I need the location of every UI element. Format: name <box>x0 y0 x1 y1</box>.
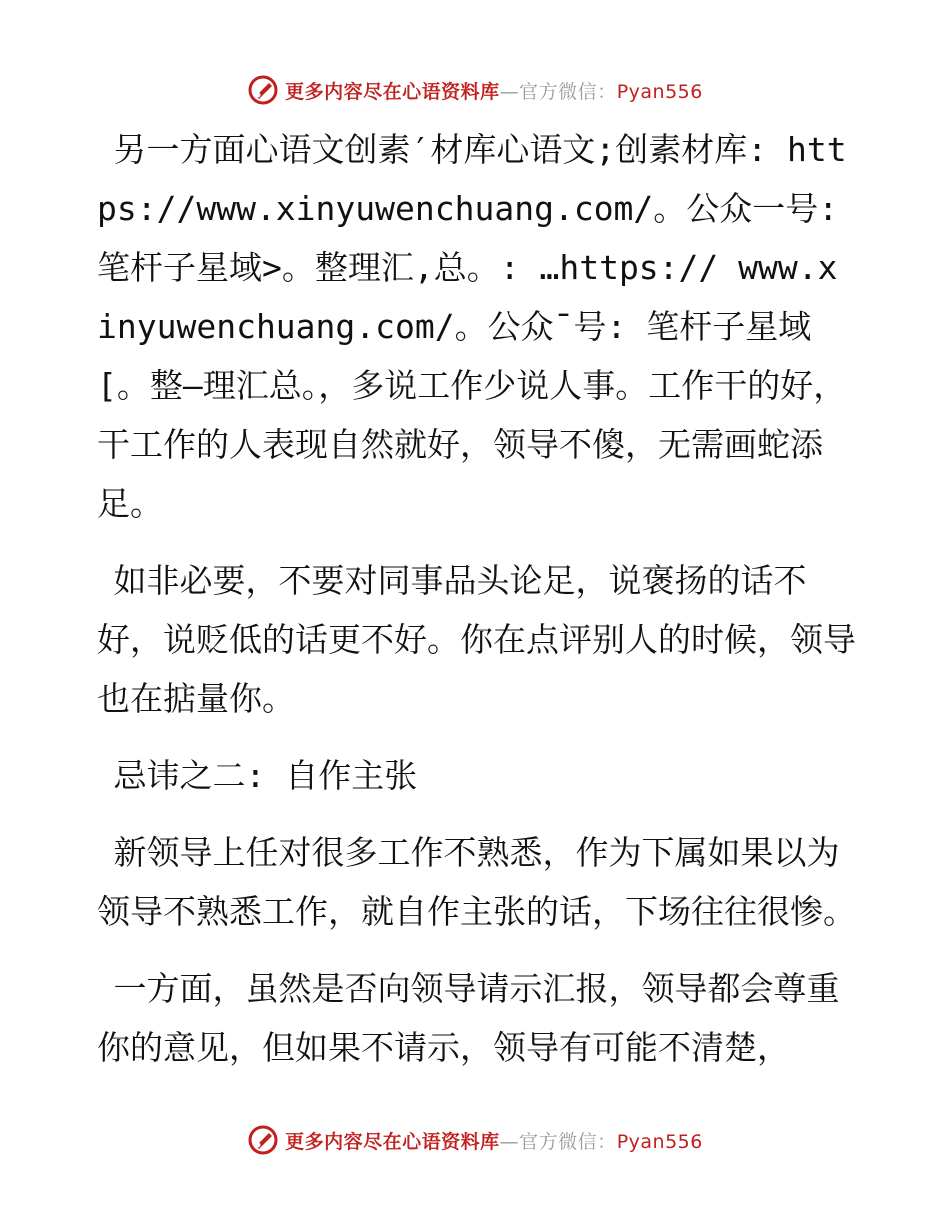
body-paragraph-3: 新领导上任对很多工作不熟悉，作为下属如果以为领导不熟悉工作，就自作主张的话，下场往往很惨。 <box>97 833 856 931</box>
footer-brand <box>247 1124 703 1156</box>
brand-logo-icon <box>247 74 279 106</box>
section-heading: 忌讳之二: 自作主张 <box>113 756 418 795</box>
header-brand-dash: — <box>499 80 520 103</box>
body-paragraph-2: 如非必要，不要对同事品头论足，说褒扬的话不好，说贬低的话更不好。你在点评别人的时候，领导也在掂量你。 <box>97 561 856 718</box>
page-header <box>0 70 950 110</box>
page-footer <box>0 1120 950 1160</box>
header-brand-id: Pyan556 <box>616 80 703 103</box>
header-brand-main: 更多内容尽在心语资料库 <box>285 80 500 103</box>
footer-brand-official: 官方微信： <box>519 1130 617 1153</box>
header-brand <box>247 74 703 106</box>
header-brand-official: 官方微信： <box>519 80 617 103</box>
body-paragraph-4: 一方面，虽然是否向领导请示汇报，领导都会尊重你的意见，但如果不请示，领导有可能不清楚， <box>97 969 840 1067</box>
footer-brand-main: 更多内容尽在心语资料库 <box>285 1130 500 1153</box>
brand-logo-icon <box>247 1124 279 1156</box>
footer-brand-id: Pyan556 <box>616 1130 703 1153</box>
document-body <box>97 120 857 1095</box>
body-paragraph-1: 另一方面心语文创素′材库心语文;创素材库: https://www.xinyuwenchuang.com/。公众一号: 笔杆子星域>。整理汇,总。: …https:// www.xinyuwenchuang.com/。公众¯号: 笔杆子星域[。整—理汇总。，多说工作少说人事。工作干的好，干工作的人表现自然就好，领导不傻，无需画蛇添足。 <box>97 130 847 523</box>
footer-brand-dash: — <box>499 1130 520 1153</box>
